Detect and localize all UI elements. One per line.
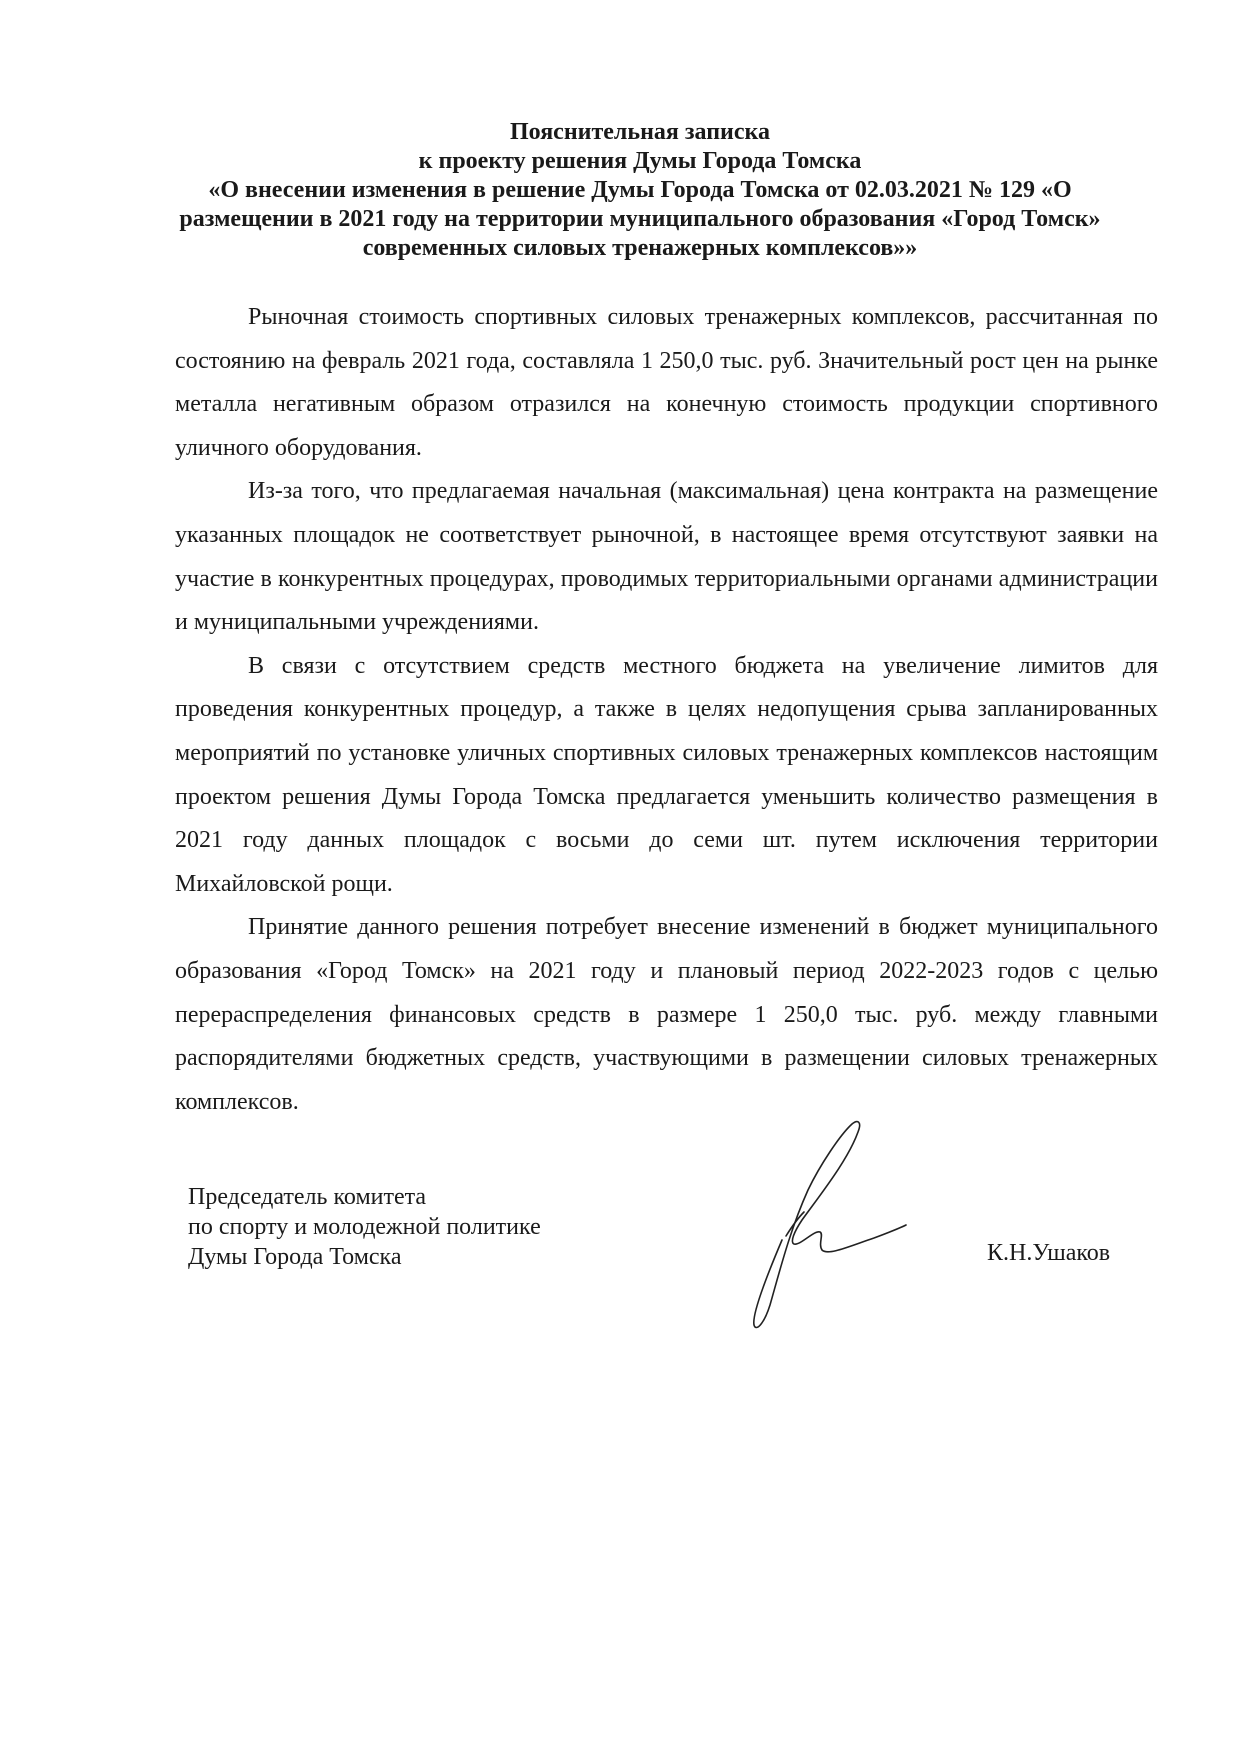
- header-title: Пояснительная записка: [509, 119, 770, 145]
- document-body: [175, 296, 1158, 1124]
- paragraph-reduction: В связи с отсутствием средств местного бюджета на увеличение лимитов для проведения конкурентных процедур, а также в целях недопущения срыва запланированных мероприятий по установке уличных спортивных силовых тренажерных комплексов настоящим проектом решения Думы Города Томска предлагается уменьшить количество размещения в 2021 году данных площадок с восьми до семи шт. путем исключения территории Михайловской рощи.: [175, 652, 1158, 897]
- signer-name: К.Н.Ушаков: [987, 1240, 1111, 1266]
- handwritten-signature: [690, 1110, 920, 1340]
- signer-title-line: Председатель комитета: [188, 1184, 427, 1210]
- signer-title-line: Думы Города Томска: [188, 1244, 402, 1270]
- header-subject-line-2: размещении в 2021 году на территории муниципального образования «Город Томск»: [179, 206, 1101, 232]
- header-subtitle: к проекту решения Думы Города Томска: [418, 148, 862, 174]
- header-subject-line-1: «О внесении изменения в решение Думы Города Томска от 02.03.2021 № 129 «О: [208, 177, 1072, 203]
- header-subject-line-3: современных силовых тренажерных комплексов»»: [362, 235, 918, 261]
- paragraph-no-bids: Из-за того, что предлагаемая начальная (максимальная) цена контракта на размещение указанных площадок не соответствует рыночной, в настоящее время отсутствуют заявки на участие в конкурентных процедурах, проводимых территориальными органами администрации и муниципальными учреждениями.: [175, 478, 1158, 636]
- signer-title-block: [188, 1182, 541, 1272]
- paragraph-market-cost: Рыночная стоимость спортивных силовых тренажерных комплексов, рассчитанная по состоянию на февраль 2021 года, составляла 1 250,0 тыс. руб. Значительный рост цен на рынке металла негативным образом отразился на конечную стоимость продукции спортивного уличного оборудования.: [175, 304, 1158, 461]
- signer-title-line: по спорту и молодежной политике: [188, 1214, 541, 1240]
- document-header: [150, 118, 1130, 263]
- paragraph-budget-changes: Принятие данного решения потребует внесение изменений в бюджет муниципального образования «Город Томск» на 2021 году и плановый период 2022-2023 годов с целью перераспределения финансовых средств в размере 1 250,0 тыс. руб. между главными распорядителями бюджетных средств, участвующими в размещении силовых тренажерных комплексов.: [175, 914, 1158, 1115]
